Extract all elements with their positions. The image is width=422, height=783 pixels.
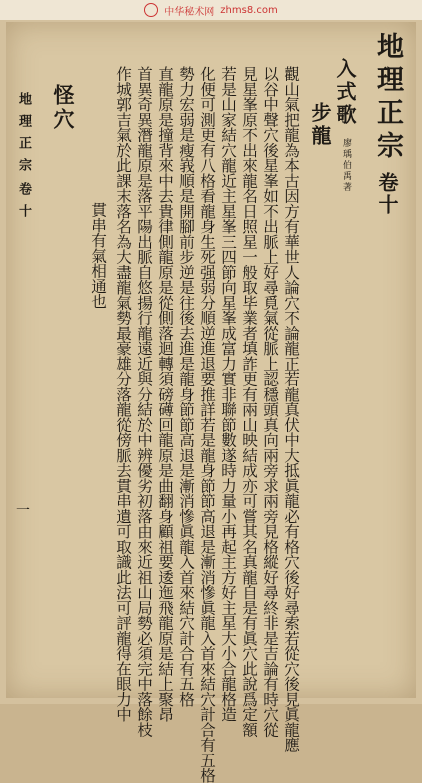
edge-volume: 卷十 [16, 182, 31, 226]
body-column: 直龍原是撞背來中去貴律側龍原是從側落迴轉須磅礡回龍原是曲翻身顧祖要逶迤飛龍原是結上聚昂 [156, 66, 174, 722]
body-column: 貫串有氣相通也 [89, 202, 107, 309]
body-column: 觀山氣把龍為本古因方有華世人論穴不論龍正若龍真伏中大抵眞龍必有格穴後好尋索若從穴後見眞龍應 [282, 66, 300, 753]
subtitle: 步龍 [308, 102, 332, 148]
edge-book-title: 地理正宗 [16, 92, 31, 180]
body-column: 作城郭吉氣於此課末落名為大盡龍氣勢最豪雄分落龍從傍脈去貫串遺可取識此法可評龍得在眼力中 [114, 66, 132, 722]
watermark-logo-icon [144, 3, 158, 17]
watermark-bar [0, 0, 422, 20]
author-credit: 廖瑀伯禹著 [341, 138, 351, 193]
poem-title: 入式歌 [333, 58, 357, 127]
section-title: 怪穴 [51, 84, 76, 132]
body-column: 以谷中聲穴後星峯如不出脈上好尋覓氣從脈上認穩頭真向兩旁求兩旁見格縱好尋終非是吉論有時穴從 [261, 66, 279, 737]
body-column: 勢力宏弱是瘦峩順是開腳前步逆是往後去進是龍身節節高退是漸消慘眞龍入首來結穴計合有五格 [177, 66, 195, 707]
watermark-site: 中华秘术网 [164, 6, 215, 18]
paper-sheet [6, 22, 416, 783]
body-column: 見星峯原不出來龍名日照星一般取毕業者填詐更有兩山映結成亦可嘗其名真龍自是有眞穴此說爲定額 [240, 66, 258, 737]
book-title: 地理正宗卷十 [372, 32, 403, 216]
watermark-url: zhms8.com [220, 4, 278, 16]
page-number: 一 [16, 503, 30, 519]
body-column: 若是山家結穴龍近主星峯三四節向星峯成富力實非聯節數遂時力量小再起主方好主星大小合龍格造 [219, 66, 237, 722]
body-column: 首異奇異潛龍原是落平陽出脈自悠揚行龍遠近與分結於中辨優劣初落由來近祖山局勢必須完中落餘枝 [135, 66, 153, 737]
body-column: 化便可測更有八格看龍身生死强弱分順逆進退要推詳若是龍身節節高退是漸消慘眞龍入首來結穴計合有五格 [198, 66, 216, 783]
